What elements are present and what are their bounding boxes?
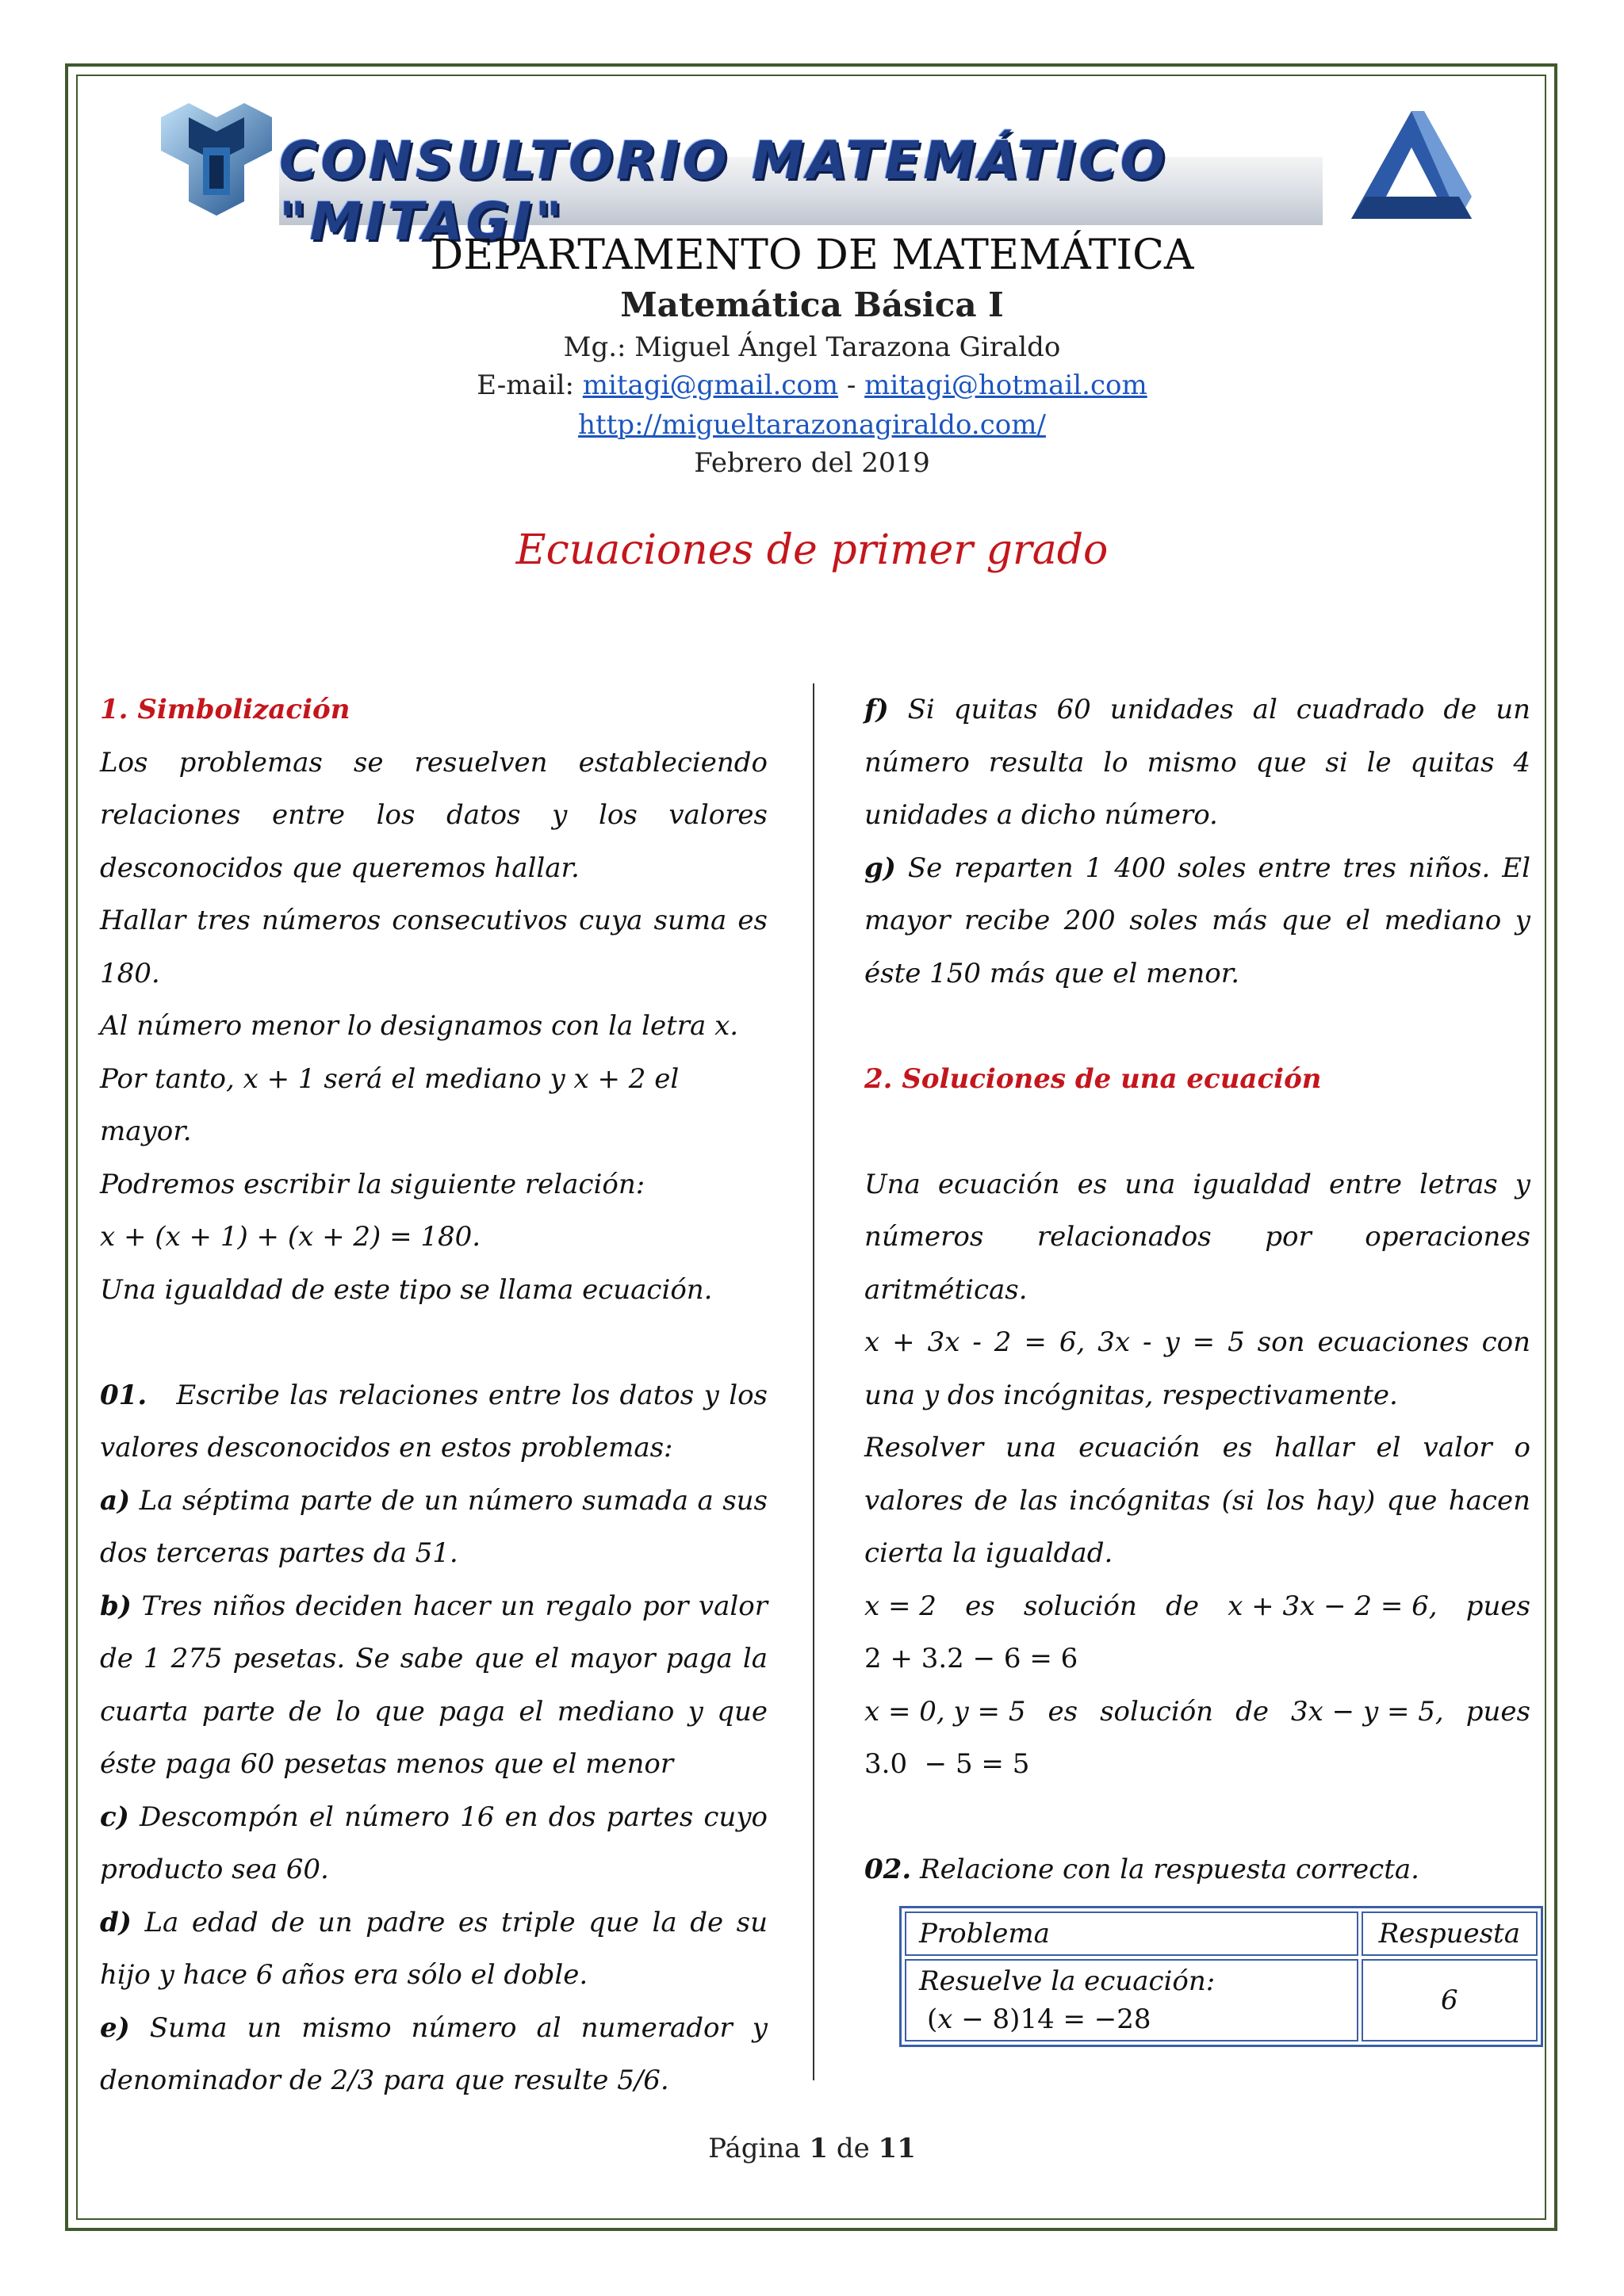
impossible-triangle-icon <box>1348 108 1475 227</box>
page-current: 1 <box>809 2133 829 2164</box>
item-label: b) <box>100 1590 132 1622</box>
solution-check-2: 3.0 − 5 = 5 <box>864 1748 1030 1780</box>
table-header-problem: Problema <box>905 1911 1358 1956</box>
item-f <box>864 683 1530 842</box>
section-heading-simbolizacion: 1. Simbolización <box>100 694 350 725</box>
paragraph: Una ecuación es una igualdad entre letras y números relacionados por operaciones aritméticas. <box>864 1168 1530 1306</box>
item-label: e) <box>100 2011 130 2044</box>
item-a <box>100 1475 768 1580</box>
item-d <box>100 1896 768 2002</box>
item-text: Descompón el número 16 en dos partes cuyo producto sea 60. <box>100 1800 768 1885</box>
math-text: 3𝑥 − 𝑦 = 5, <box>1291 1695 1444 1728</box>
paragraph: Por tanto, x + 1 será el mediano y x + 2 el mayor. <box>100 1062 680 1147</box>
page-middle: de <box>836 2133 870 2164</box>
email-line <box>0 369 1624 401</box>
email-separator: - <box>838 369 865 401</box>
page-total: 11 <box>878 2133 916 2164</box>
paragraph: Una igualdad de este tipo se llama ecuación. <box>100 1273 713 1306</box>
table-cell-problem <box>905 1959 1358 2042</box>
column-divider <box>813 683 814 2080</box>
math-text: es <box>1048 1695 1078 1728</box>
email-link-hotmail[interactable]: mitagi@hotmail.com <box>864 369 1147 401</box>
mitagi-cube-logo-icon <box>157 100 276 219</box>
item-text: La edad de un padre es triple que la de su hijo y hace 6 años era sólo el doble. <box>100 1906 768 1991</box>
paragraph: Resolver una ecuación es hallar el valor o valores de las incógnitas (si los hay) que hacen cierta la igualdad. <box>864 1432 1530 1569</box>
page-prefix: Página <box>708 2133 801 2164</box>
item-b <box>100 1580 768 1791</box>
email-link-gmail[interactable]: mitagi@gmail.com <box>582 369 839 401</box>
page-number <box>0 2133 1624 2164</box>
right-column <box>864 683 1530 1896</box>
exercise-01 <box>100 1369 768 1475</box>
math-text: pues <box>1465 1590 1530 1622</box>
paragraph: x + 3x - 2 = 6, 3x - y = 5 son ecuaciones con una y dos incógnitas, respectivamente. <box>864 1326 1530 1411</box>
math-text: solución <box>1100 1695 1214 1728</box>
math-text: solución <box>1023 1590 1137 1622</box>
problem-text: Resuelve la ecuación: <box>919 1965 1216 1997</box>
item-g <box>864 842 1530 1001</box>
item-label: d) <box>100 1906 132 1938</box>
item-label: c) <box>100 1800 129 1833</box>
paragraph: Los problemas se resuelven estableciendo relaciones entre los datos y los valores desconocidos que queremos hallar. <box>100 746 768 884</box>
table-header-answer: Respuesta <box>1362 1911 1538 1956</box>
item-text: Si quitas 60 unidades al cuadrado de un número resulta lo mismo que si le quitas 4 unidades a dicho número. <box>864 694 1530 831</box>
paragraph: Hallar tres números consecutivos cuya suma es 180. <box>100 905 768 989</box>
exercise-label: 02. <box>864 1854 912 1885</box>
exercise-02 <box>864 1843 1530 1896</box>
table-row <box>905 1959 1538 2042</box>
document-title: Ecuaciones de primer grado <box>515 526 1109 574</box>
item-text: Suma un mismo número al numerador y denominador de 2/3 para que resulte 5/6. <box>100 2011 768 2096</box>
math-text: es <box>965 1590 995 1622</box>
answer-table <box>899 1906 1543 2047</box>
solution-example-1 <box>864 1580 1530 1633</box>
exercise-text: Escribe las relaciones entre los datos y los valores desconocidos en estos problemas: <box>100 1379 768 1464</box>
item-text: Se reparten 1 400 soles entre tres niños. El mayor recibe 200 soles más que el mediano y éste 150 más que el menor. <box>864 851 1530 989</box>
teacher-name: Mg.: Miguel Ángel Tarazona Giraldo <box>563 331 1061 363</box>
exercise-label: 01. <box>100 1379 147 1411</box>
problem-equation: (𝑥 − 8)14 = −28 <box>927 2003 1151 2035</box>
table-header-row <box>905 1911 1538 1956</box>
item-text: Tres niños deciden hacer un regalo por valor de 1 275 pesetas. Se sabe que el mayor paga la cuarta parte de lo que paga el mediano y que éste paga 60 pesetas menos que el menor <box>100 1590 768 1780</box>
section-heading-soluciones: 2. Soluciones de una ecuación <box>864 1062 1322 1095</box>
paragraph: Podremos escribir la siguiente relación: <box>100 1168 645 1200</box>
document-date: Febrero del 2019 <box>694 447 930 479</box>
item-label: f) <box>864 694 889 725</box>
website-link[interactable]: http://migueltarazonagiraldo.com/ <box>578 409 1046 441</box>
course-title: Matemática Básica I <box>620 285 1004 324</box>
item-text: La séptima parte de un número sumada a sus dos terceras partes da 51. <box>100 1484 768 1569</box>
table-cell-answer: 6 <box>1362 1959 1538 2042</box>
exercise-text: Relacione con la respuesta correcta. <box>919 1854 1419 1885</box>
item-label: g) <box>864 851 896 884</box>
banner-title: CONSULTORIO MATEMÁTICO "MITAGI" <box>279 157 1323 225</box>
math-text: pues <box>1465 1695 1530 1728</box>
math-text: 𝑥 + 3𝑥 − 2 = 6, <box>1228 1590 1438 1622</box>
math-text: de <box>1166 1590 1199 1622</box>
paragraph: Al número menor lo designamos con la letra x. <box>100 1010 739 1042</box>
equation: x + (x + 1) + (x + 2) = 180. <box>100 1221 481 1253</box>
solution-example-2 <box>864 1686 1530 1739</box>
math-text: de <box>1235 1695 1270 1728</box>
item-c <box>100 1791 768 1896</box>
math-text: 𝑥 = 0, 𝑦 = 5 <box>864 1695 1026 1728</box>
left-column <box>100 683 768 2107</box>
website-line <box>0 409 1624 441</box>
email-label: E-mail: <box>477 369 574 401</box>
math-text: 𝑥 = 2 <box>864 1590 936 1622</box>
item-e <box>100 2002 768 2107</box>
solution-check-1: 2 + 3.2 − 6 = 6 <box>864 1643 1078 1674</box>
item-label: a) <box>100 1484 131 1517</box>
department-heading: DEPARTAMENTO DE MATEMÁTICA <box>430 232 1194 279</box>
